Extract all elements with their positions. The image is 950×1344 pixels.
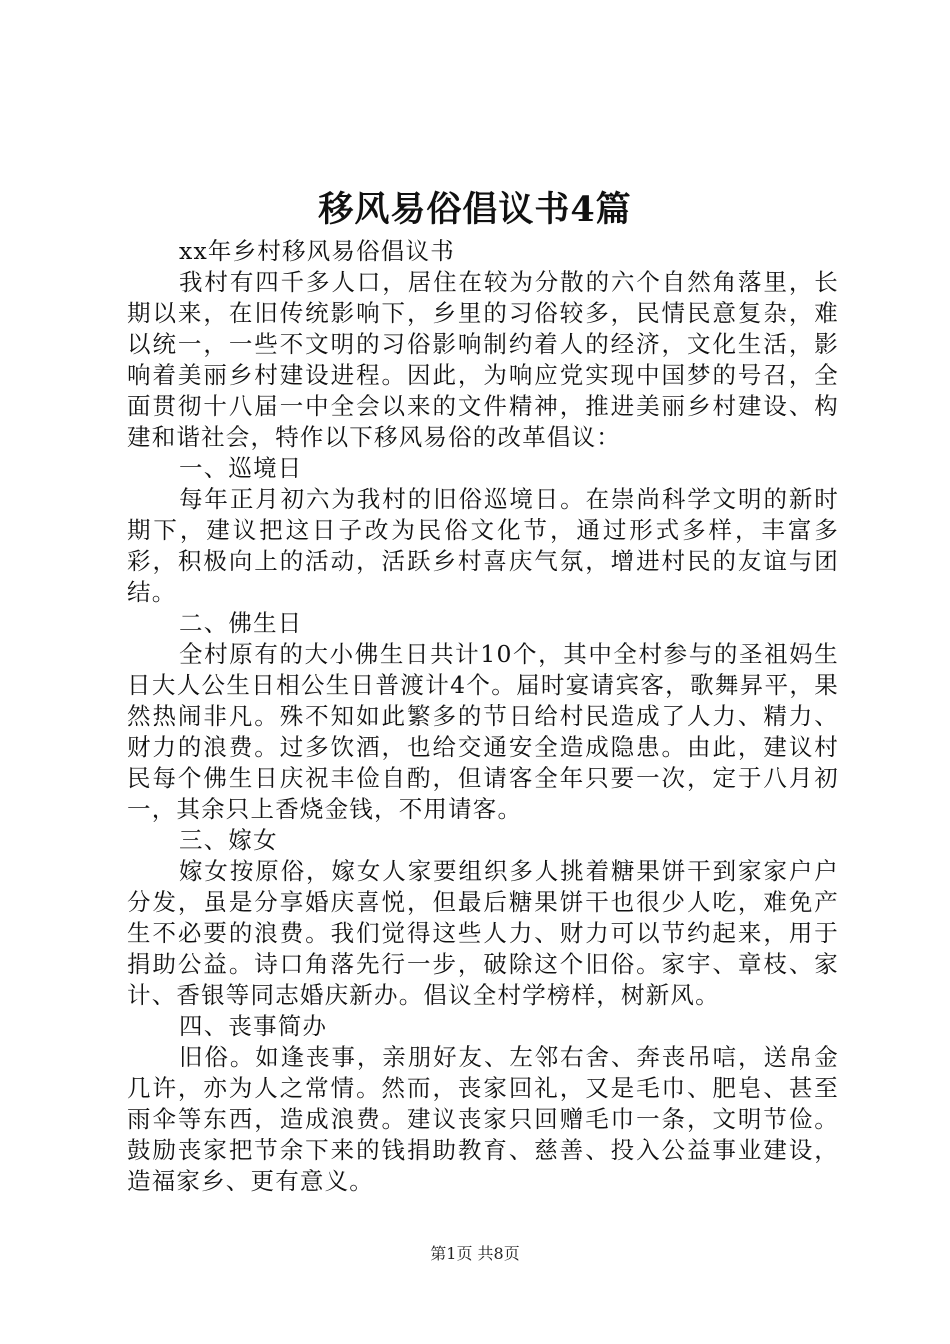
section-heading: 二、佛生日 bbox=[179, 609, 303, 637]
section-heading: 三、嫁女 bbox=[179, 826, 278, 854]
document-body bbox=[127, 236, 839, 1197]
document-title: 移风易俗倡议书4篇 bbox=[318, 189, 632, 230]
body-paragraph: 全村原有的大小佛生日共计10个，其中全村参与的圣祖妈生日大人公生日相公生日普渡计4个。届时宴请宾客，歌舞昇平，果然热闹非凡。殊不知如此繁多的节日给村民造成了人力、精力、财力的浪费。过多饮酒，也给交通安全造成隐患。由此，建议村民每个佛生日庆祝丰俭自酌，但请客全年只要一次，定于八月初一，其余只上香烧金钱，不用请客。 bbox=[127, 640, 839, 823]
body-paragraph: 我村有四千多人口，居住在较为分散的六个自然角落里，长期以来，在旧传统影响下，乡里的习俗较多，民情民意复杂，难以统一，一些不文明的习俗影响制约着人的经济，文化生活，影响着美丽乡村建设进程。因此，为响应党实现中国梦的号召，全面贯彻十八届一中全会以来的文件精神，推进美丽乡村建设、构建和谐社会，特作以下移风易俗的改革倡议： bbox=[127, 268, 839, 451]
subtitle-line: xx年乡村移风易俗倡议书 bbox=[179, 237, 455, 265]
body-paragraph: 旧俗。如逢丧事，亲朋好友、左邻右舍、奔丧吊唁，送帛金几许，亦为人之常情。然而，丧家回礼，又是毛巾、肥皂、甚至雨伞等东西，造成浪费。建议丧家只回赠毛巾一条，文明节俭。鼓励丧家把节余下来的钱捐助教育、慈善、投入公益事业建设，造福家乡、更有意义。 bbox=[127, 1043, 839, 1195]
section-heading: 四、丧事简办 bbox=[179, 1012, 328, 1040]
body-paragraph: 嫁女按原俗，嫁女人家要组织多人挑着糖果饼干到家家户户分发，虽是分享婚庆喜悦，但最后糖果饼干也很少人吃，难免产生不必要的浪费。我们觉得这些人力、财力可以节约起来，用于捐助公益。诗口角落先行一步，破除这个旧俗。家宇、章枝、家计、香银等同志婚庆新办。倡议全村学榜样，树新风。 bbox=[127, 857, 839, 1009]
page-number-footer: 第1页 共8页 bbox=[430, 1244, 520, 1263]
section-heading: 一、巡境日 bbox=[179, 454, 303, 482]
body-paragraph: 每年正月初六为我村的旧俗巡境日。在崇尚科学文明的新时期下，建议把这日子改为民俗文化节，通过形式多样，丰富多彩，积极向上的活动，活跃乡村喜庆气氛，增进村民的友谊与团结。 bbox=[127, 485, 839, 606]
